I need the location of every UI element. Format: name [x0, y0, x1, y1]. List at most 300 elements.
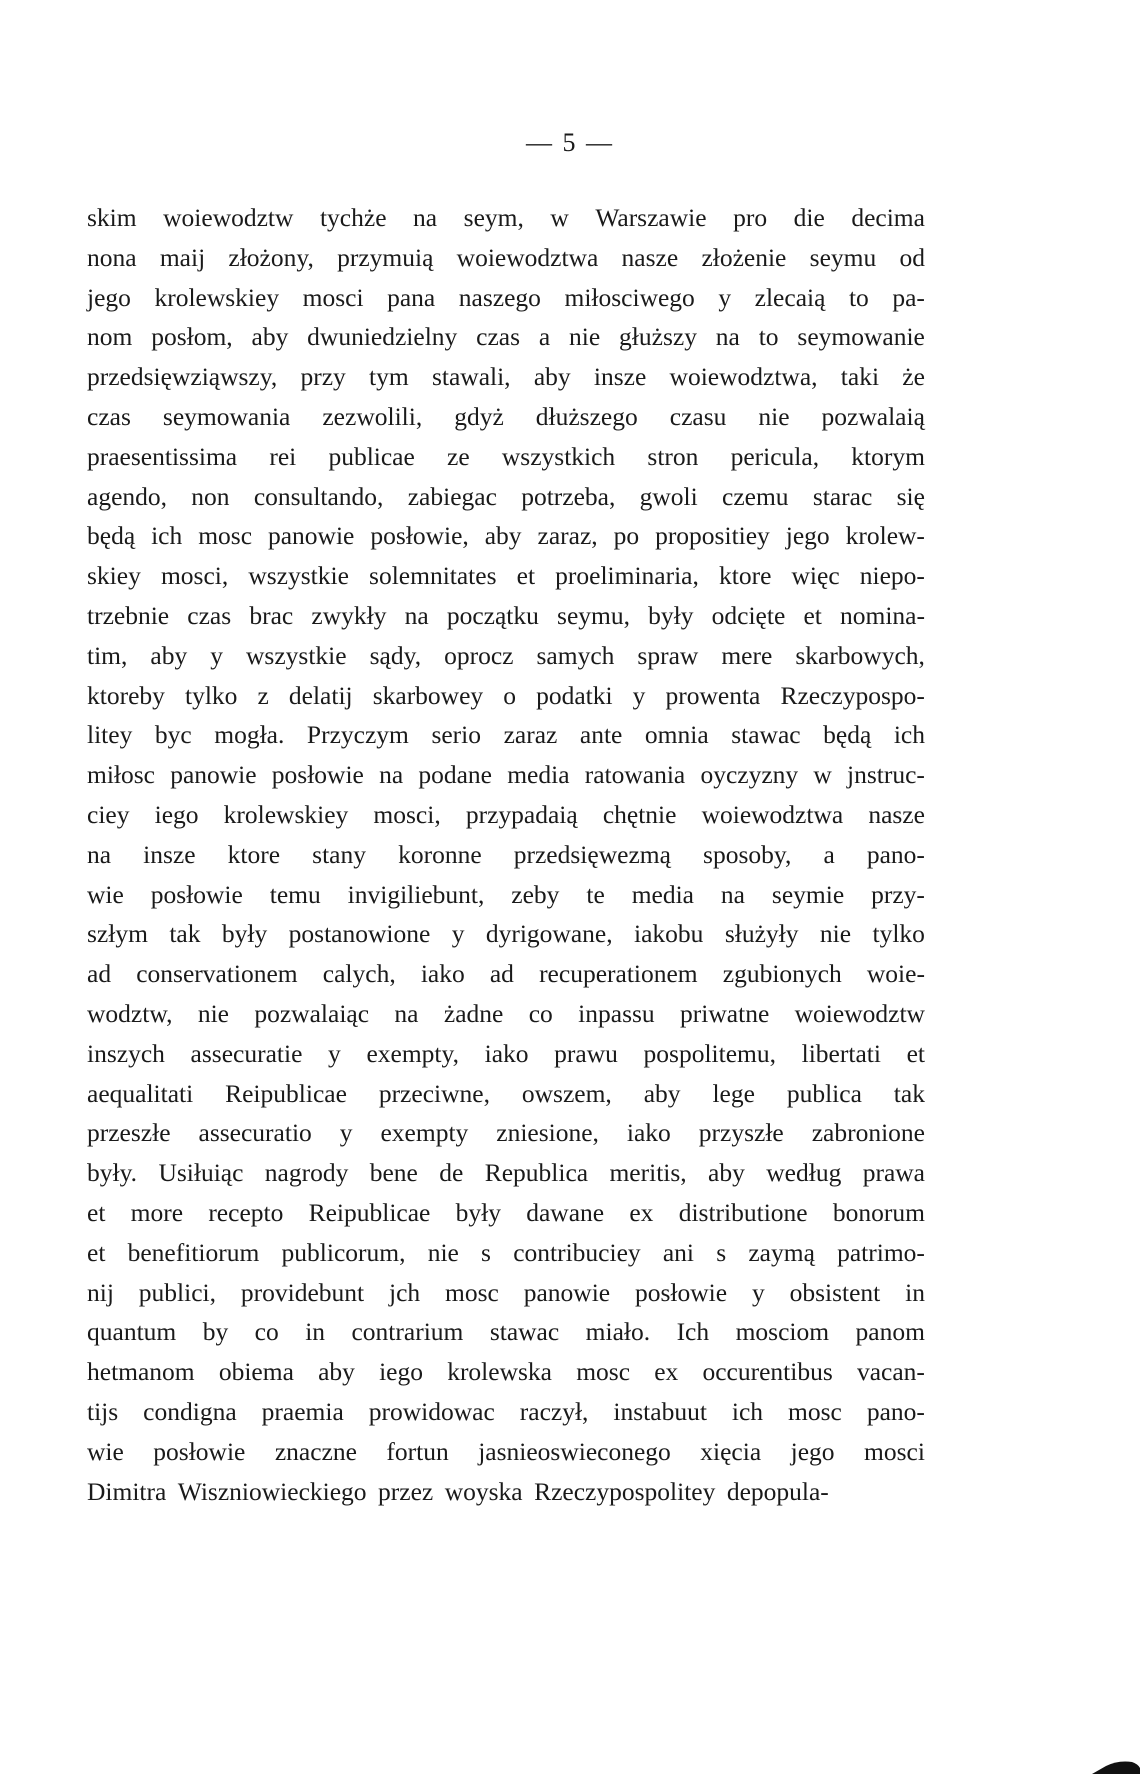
text-line: [87, 755, 925, 795]
word: ich: [731, 1396, 764, 1426]
word: dawane: [526, 1197, 605, 1227]
word: contribuciey: [513, 1237, 641, 1267]
word: dłuższego: [535, 401, 638, 431]
word: o: [503, 680, 516, 710]
word: ratowania: [584, 760, 686, 790]
word: seymowanie: [797, 322, 925, 352]
word: in: [905, 1277, 925, 1307]
word: na: [379, 760, 404, 790]
word: nomina-: [840, 600, 925, 630]
word: przy-: [871, 879, 925, 909]
word: nie: [758, 401, 790, 431]
word: lege: [712, 1078, 755, 1108]
word: posłowie: [634, 1277, 728, 1307]
word: media: [507, 760, 570, 790]
word: ktoreby: [87, 680, 165, 710]
word: głuższy: [619, 322, 697, 352]
word: ktore: [719, 561, 772, 591]
word: benefitiorum: [127, 1237, 260, 1267]
word: proeliminaria,: [555, 561, 699, 591]
word: koronne: [398, 839, 482, 869]
word: wie: [87, 1436, 124, 1466]
text-line: [87, 954, 925, 994]
word: pozwalaiąc: [254, 998, 370, 1028]
body-text: [87, 198, 925, 1511]
word: aequalitati: [87, 1078, 194, 1108]
word: tak: [169, 919, 201, 949]
text-line: [87, 914, 925, 954]
word: fortun: [386, 1436, 449, 1466]
word: jnstruc-: [847, 760, 925, 790]
word: zabiegac: [407, 481, 497, 511]
word: tym: [369, 362, 409, 392]
word: praemia: [261, 1396, 344, 1426]
word: jch: [388, 1277, 421, 1307]
word: posłowie: [150, 879, 243, 909]
word: stawac: [731, 720, 801, 750]
word: aby: [251, 322, 289, 352]
word: na: [715, 322, 740, 352]
word: tijs: [87, 1396, 119, 1426]
word: calych,: [322, 959, 396, 989]
word: ani: [662, 1237, 694, 1267]
word: złożony,: [228, 242, 314, 272]
text-line: [87, 1312, 925, 1352]
word: służyły: [724, 919, 799, 949]
word: owszem,: [521, 1078, 612, 1108]
word: media: [631, 879, 694, 909]
word: jego: [785, 521, 830, 551]
word: były: [221, 919, 268, 949]
word: Wiszniowieckiego: [177, 1476, 367, 1506]
word: na: [404, 600, 429, 630]
word: panowie: [523, 1277, 611, 1307]
word: seym,: [463, 203, 524, 232]
word: odcięte: [711, 600, 786, 630]
word: ich: [893, 720, 925, 750]
word: na: [87, 839, 112, 869]
word: maij: [159, 242, 206, 272]
word: publica: [786, 1078, 862, 1108]
word: obiema: [218, 1357, 294, 1387]
word: nasze: [621, 242, 679, 272]
word: brac: [249, 600, 294, 630]
word: insze: [593, 362, 647, 392]
word: publicae: [328, 441, 415, 471]
word: iako: [484, 1038, 529, 1068]
word: Usiłuiąc: [158, 1158, 244, 1188]
text-line: [87, 795, 925, 835]
word: były: [455, 1197, 501, 1227]
word: starac: [812, 481, 873, 511]
word: y: [451, 919, 465, 949]
word: te: [586, 879, 605, 909]
word: condigna: [143, 1396, 237, 1426]
word: Warszawie: [595, 203, 707, 232]
word: Ich: [676, 1317, 710, 1347]
word: panowie: [267, 521, 355, 551]
word: ex: [629, 1197, 654, 1227]
word: more: [130, 1197, 184, 1227]
word: taki: [840, 362, 880, 392]
word: na: [413, 203, 438, 232]
word: sposoby,: [703, 839, 792, 869]
word: zniesione,: [496, 1118, 599, 1148]
word: praesentissima: [87, 441, 238, 471]
word: exempty: [380, 1118, 469, 1148]
word: nij: [87, 1277, 114, 1307]
word: Dimitra: [87, 1476, 167, 1506]
word: więc: [791, 561, 840, 591]
word: skiey: [87, 561, 141, 591]
word: zaymą: [748, 1237, 815, 1267]
word: nasze: [868, 799, 925, 829]
word: zeby: [511, 879, 560, 909]
word: seymowania: [162, 401, 291, 431]
word: y: [718, 282, 732, 312]
word: woiewodztwa: [701, 799, 844, 829]
word: nagrody: [264, 1158, 349, 1188]
word: wszystkie: [246, 640, 347, 670]
word: s: [716, 1237, 727, 1267]
text-line: [87, 1233, 925, 1273]
word: pro: [733, 203, 768, 232]
word: ciey: [87, 799, 130, 829]
word: krolewska: [447, 1357, 552, 1387]
word: patrimo-: [837, 1237, 925, 1267]
word: gwoli: [639, 481, 698, 511]
word: woie-: [866, 959, 925, 989]
word: y: [751, 1277, 765, 1307]
word: ze: [447, 441, 470, 471]
word: oprocz: [444, 640, 514, 670]
word: non: [191, 481, 230, 511]
word: potrzeba,: [521, 481, 616, 511]
word: że: [902, 362, 925, 392]
word: serio: [431, 720, 482, 750]
word: temu: [269, 879, 321, 909]
word: podatki: [536, 680, 613, 710]
word: vacan-: [856, 1357, 925, 1387]
word: dwuniedzielny: [307, 322, 458, 352]
word: a: [538, 322, 551, 352]
word: skarbowych,: [795, 640, 925, 670]
word: w: [813, 760, 832, 790]
word: contrarium: [351, 1317, 464, 1347]
word: krolewskiey: [223, 799, 349, 829]
word: aby: [318, 1357, 355, 1387]
word: meritis,: [609, 1158, 687, 1188]
word: mosc: [445, 1277, 499, 1307]
word: quantum: [87, 1317, 177, 1347]
word: woiewodztwa: [456, 242, 599, 272]
text-line: [87, 1193, 925, 1233]
word: zlecaią: [754, 282, 826, 312]
word: przy: [300, 362, 346, 392]
word: ad: [489, 959, 514, 989]
word: conservationem: [136, 959, 298, 989]
word: iego: [379, 1357, 423, 1387]
word: solemnitates: [369, 561, 497, 591]
word: et: [906, 1038, 925, 1068]
word: decima: [851, 203, 925, 232]
word: czemu: [722, 481, 789, 511]
word: posłowie,: [370, 521, 469, 551]
word: miłosciwego: [564, 282, 695, 312]
word: pospolitemu,: [643, 1038, 776, 1068]
word: propositiey: [655, 521, 770, 551]
word: mosci: [864, 1436, 925, 1466]
word: publici,: [138, 1277, 216, 1307]
word: trzebnie: [87, 600, 170, 630]
word: woiewodztw: [794, 998, 925, 1028]
word: pericula,: [730, 441, 820, 471]
text-line: [87, 1472, 925, 1512]
word: Reipublicae: [308, 1197, 431, 1227]
word: prowenta: [665, 680, 761, 710]
word: nie: [197, 998, 229, 1028]
word: Przyczym: [306, 720, 409, 750]
word: ad: [87, 959, 112, 989]
word: mere: [721, 640, 773, 670]
word: mosc: [788, 1396, 842, 1426]
word: na: [720, 879, 745, 909]
word: de: [439, 1158, 464, 1188]
word: xięcia: [700, 1436, 762, 1466]
word: libertati: [801, 1038, 881, 1068]
word: mosci: [302, 282, 364, 312]
word: raczył,: [519, 1396, 589, 1426]
word: pano-: [866, 1396, 925, 1426]
word: miało.: [585, 1317, 651, 1347]
word: a: [823, 839, 835, 869]
word: depopula-: [726, 1476, 829, 1506]
word: chętnie: [602, 799, 677, 829]
word: instabuut: [613, 1396, 707, 1426]
word: nom: [87, 322, 133, 352]
word: s: [481, 1237, 491, 1267]
word: inpassu: [578, 998, 655, 1028]
word: y: [632, 680, 646, 710]
word: seymu,: [557, 600, 630, 630]
word: aby: [150, 640, 188, 670]
word: mogła.: [214, 720, 285, 750]
word: occurentibus: [702, 1357, 833, 1387]
text-line: [87, 317, 925, 357]
word: tim,: [87, 640, 128, 670]
word: skarbowey: [372, 680, 484, 710]
word: stawali,: [431, 362, 511, 392]
word: delatij: [288, 680, 353, 710]
word: przeszłe: [87, 1118, 171, 1148]
word: aby: [708, 1158, 745, 1188]
text-line: [87, 477, 925, 517]
text-line: [87, 875, 925, 915]
word: zgubionych: [722, 959, 842, 989]
word: co: [254, 1317, 279, 1347]
word: z: [257, 680, 269, 710]
word: wszystkich: [501, 441, 616, 471]
text-line: [87, 357, 925, 397]
page-number: — 5 —: [526, 128, 614, 157]
text-line: [87, 1034, 925, 1074]
word: y: [339, 1118, 353, 1148]
word: przypadaią: [465, 799, 578, 829]
word: czas: [476, 322, 521, 352]
text-line: [87, 198, 925, 238]
text-line: [87, 1074, 925, 1114]
word: znaczne: [274, 1436, 357, 1466]
word: szłym: [87, 919, 148, 949]
word: woiewodztwa,: [669, 362, 818, 392]
text-line: [87, 1153, 925, 1193]
word: krolew-: [845, 521, 925, 551]
word: spraw: [637, 640, 699, 670]
word: et: [87, 1197, 106, 1227]
text-line: [87, 278, 925, 318]
word: podane: [418, 760, 492, 790]
text-line: [87, 437, 925, 477]
word: nie: [819, 919, 852, 949]
word: woiewodztw: [163, 203, 294, 232]
text-line: [87, 596, 925, 636]
word: zezwolili,: [322, 401, 423, 431]
word: przez: [378, 1476, 434, 1506]
word: krolewskiey: [154, 282, 280, 312]
word: sądy,: [369, 640, 422, 670]
word: były.: [87, 1158, 138, 1188]
word: przyszłe: [698, 1118, 784, 1148]
word: pana: [387, 282, 436, 312]
text-line: [87, 636, 925, 676]
text-line: [87, 676, 925, 716]
word: assecuratio: [198, 1118, 312, 1148]
word: według: [766, 1158, 842, 1188]
word: die: [793, 203, 825, 232]
word: pa-: [892, 282, 925, 312]
word: hetmanom: [87, 1357, 195, 1387]
word: skim: [87, 203, 137, 232]
word: Reipublicae: [225, 1078, 347, 1108]
word: byc: [154, 720, 192, 750]
text-line: [87, 715, 925, 755]
word: recepto: [208, 1197, 284, 1227]
word: Republica: [484, 1158, 589, 1188]
word: aby: [533, 362, 571, 392]
word: agendo,: [87, 481, 168, 511]
word: panom: [855, 1317, 925, 1347]
word: obsistent: [789, 1277, 881, 1307]
text-line: [87, 556, 925, 596]
word: stany: [312, 839, 366, 869]
word: Rzeczypospolitey: [534, 1476, 716, 1506]
word: zaraz: [503, 720, 558, 750]
word: priwatne: [680, 998, 770, 1028]
word: mosci,: [373, 799, 441, 829]
word: iego: [154, 799, 199, 829]
word: in: [305, 1317, 326, 1347]
word: bonorum: [832, 1197, 925, 1227]
word: będą: [87, 521, 136, 551]
word: nie: [427, 1237, 459, 1267]
word: tychże: [319, 203, 387, 232]
word: wodztw,: [87, 998, 173, 1028]
text-line: [87, 516, 925, 556]
word: czas: [187, 600, 232, 630]
word: oyczyzny: [700, 760, 799, 790]
text-line: [87, 1113, 925, 1153]
word: przeciwne,: [378, 1078, 490, 1108]
word: distributione: [678, 1197, 808, 1227]
word: na: [394, 998, 419, 1028]
word: będą: [823, 720, 872, 750]
word: nona: [87, 242, 137, 272]
word: żadne: [443, 998, 504, 1028]
text-line: [87, 238, 925, 278]
word: prawu: [554, 1038, 618, 1068]
word: czas: [87, 401, 131, 431]
word: providebunt: [240, 1277, 365, 1307]
text-line: [87, 1392, 925, 1432]
word: omnia: [644, 720, 709, 750]
word: panowie: [170, 760, 257, 790]
word: rei: [269, 441, 297, 471]
word: pano-: [866, 839, 925, 869]
word: stawac: [489, 1317, 560, 1347]
word: ex: [654, 1357, 679, 1387]
word: samych: [536, 640, 615, 670]
word: co: [528, 998, 553, 1028]
word: złożenie: [701, 242, 787, 272]
word: prowidowac: [368, 1396, 495, 1426]
word: publicorum,: [281, 1237, 406, 1267]
word: od: [899, 242, 925, 272]
text-line: [87, 1432, 925, 1472]
word: seymu: [809, 242, 877, 272]
word: posłom,: [151, 322, 233, 352]
word: prawa: [862, 1158, 925, 1188]
word: zwykły: [311, 600, 387, 630]
word: et: [803, 600, 822, 630]
word: et: [516, 561, 536, 591]
word: woyska: [444, 1476, 523, 1506]
word: wszystkie: [248, 561, 349, 591]
word: po: [613, 521, 640, 551]
word: początku: [446, 600, 539, 630]
word: iako: [420, 959, 465, 989]
word: posłowie: [271, 760, 364, 790]
word: przedsięwezmą: [513, 839, 671, 869]
word: tylko: [872, 919, 925, 949]
word: tak: [893, 1078, 925, 1108]
word: mosc: [576, 1357, 631, 1387]
word: czasu: [669, 401, 727, 431]
word: consultando,: [253, 481, 384, 511]
word: bene: [369, 1158, 418, 1188]
word: exempty,: [366, 1038, 459, 1068]
word: et: [87, 1237, 106, 1267]
word: invigiliebunt,: [347, 879, 485, 909]
word: mosc: [198, 521, 253, 551]
word: iako: [626, 1118, 671, 1148]
word: postanowione: [288, 919, 431, 949]
word: recuperationem: [539, 959, 698, 989]
scan-corner-smudge: [1092, 1754, 1140, 1774]
word: nie: [569, 322, 601, 352]
word: były: [648, 600, 694, 630]
word: posłowie: [153, 1436, 246, 1466]
word: w: [550, 203, 569, 232]
